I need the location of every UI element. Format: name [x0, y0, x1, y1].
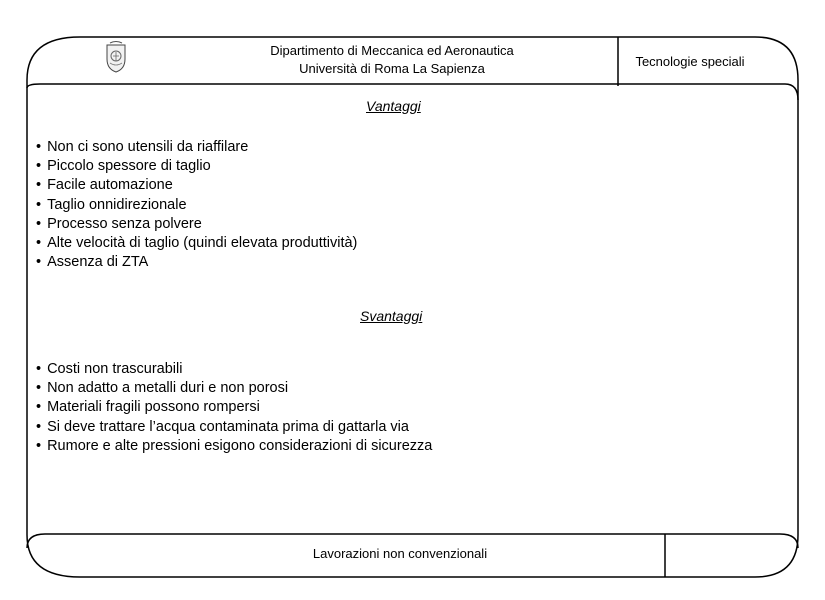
university-name: Università di Roma La Sapienza [299, 61, 485, 76]
list-item: • Si deve trattare l’acqua contaminata prima di gattarla via [36, 418, 432, 437]
list-item: • Rumore e alte pressioni esigono considerazioni di sicurezza [36, 437, 432, 456]
list-item: • Materiali fragili possono rompersi [36, 398, 432, 417]
department-name: Dipartimento di Meccanica ed Aeronautica [270, 43, 514, 58]
list-item: • Non ci sono utensili da riaffilare [36, 138, 357, 157]
disadvantages-heading: Svantaggi [360, 308, 423, 324]
disadvantages-list [36, 360, 432, 456]
list-item: • Processo senza polvere [36, 215, 357, 234]
advantages-list [36, 138, 357, 272]
header-institution [232, 42, 552, 78]
university-seal-icon [104, 41, 128, 73]
list-item: • Non adatto a metalli duri e non porosi [36, 379, 432, 398]
advantages-heading: Vantaggi [366, 98, 421, 114]
list-item: • Alte velocità di taglio (quindi elevata produttività) [36, 234, 357, 253]
footer-topic: Lavorazioni non convenzionali [312, 546, 488, 561]
outer-border [27, 37, 798, 577]
list-item: • Piccolo spessore di taglio [36, 157, 357, 176]
list-item: • Assenza di ZTA [36, 253, 357, 272]
list-item: • Facile automazione [36, 176, 357, 195]
list-item: • Costi non trascurabili [36, 360, 432, 379]
list-item: • Taglio onnidirezionale [36, 196, 357, 215]
course-title: Tecnologie speciali [635, 54, 745, 69]
